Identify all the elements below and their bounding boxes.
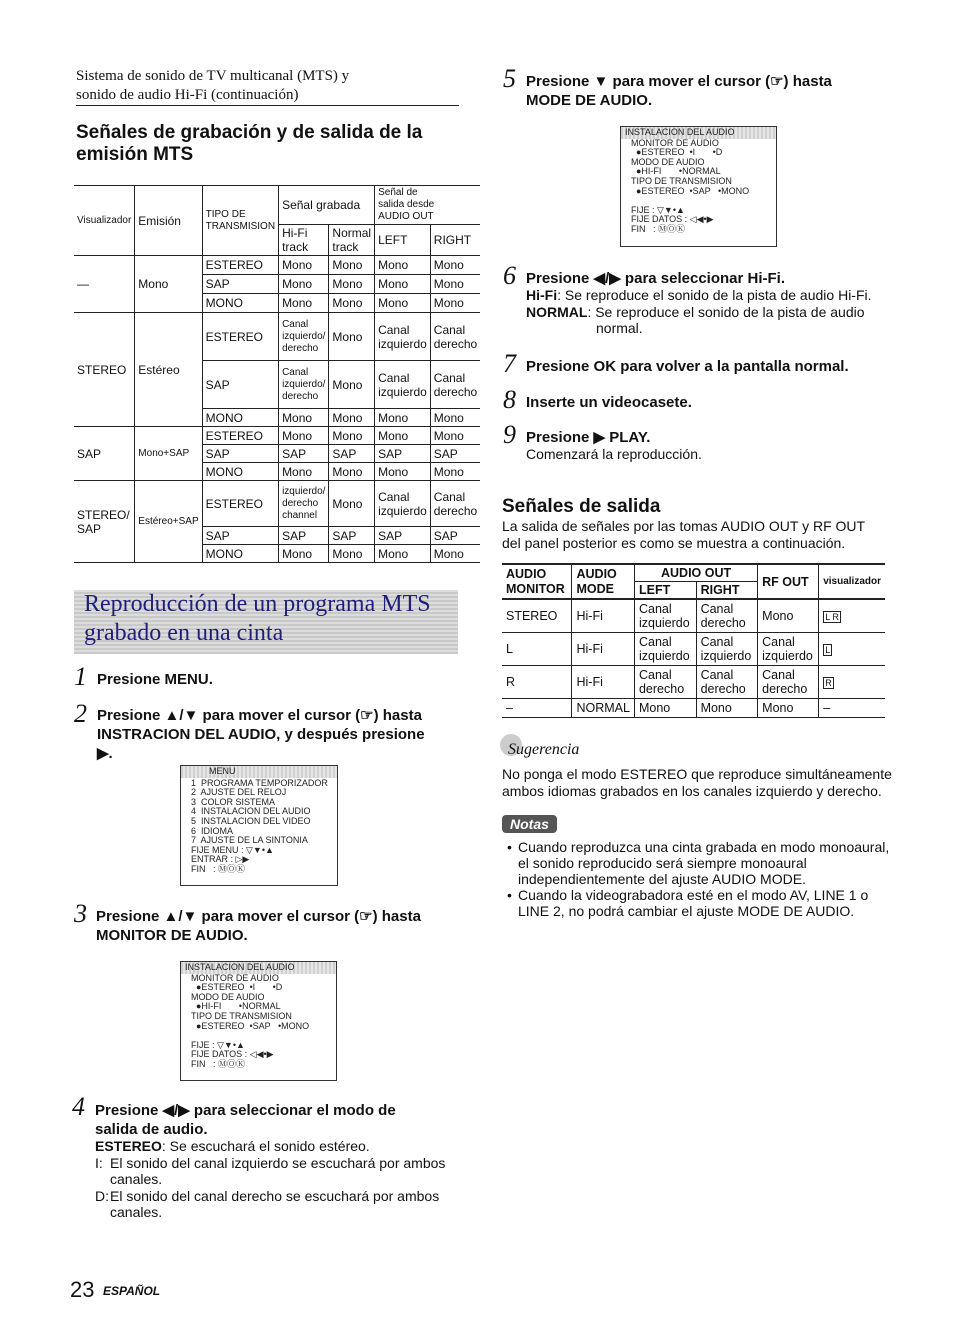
cell: SAP xyxy=(202,275,278,294)
step-4-i-text2: canales. xyxy=(110,1171,163,1187)
step-4-estereo xyxy=(95,1138,370,1155)
banner-line2: grabado en una cinta xyxy=(84,620,284,646)
audio-screen-line: ●ESTEREO •I •D xyxy=(191,982,283,993)
step-3-number: 3 xyxy=(74,899,87,928)
audio-screen-line: ●HI-FI •NORMAL xyxy=(191,1001,281,1012)
cell: Hi-Fi xyxy=(572,599,634,632)
col-header-mode xyxy=(572,564,634,599)
audio-setup-screen-1 xyxy=(180,961,337,1081)
cell: Mono xyxy=(279,545,329,563)
col-header-emision: Emisión xyxy=(135,186,202,256)
note-1-line3: independientemente del ajuste AUDIO MODE. xyxy=(518,871,806,887)
step-9-text: Presione ▶ PLAY. xyxy=(526,429,651,446)
col-header-mode-l2: MODE xyxy=(576,581,614,596)
cell: MONO xyxy=(202,463,278,481)
audio-screen-line: FIJE DATOS : ◁◀•▶ xyxy=(191,1049,274,1060)
audio-screen-line: ●ESTEREO •SAP •MONO xyxy=(631,185,750,196)
col-header-monitor-l1: AUDIO xyxy=(506,566,547,581)
cell-emision: Mono+SAP xyxy=(135,427,202,481)
cell: Mono xyxy=(375,463,431,481)
step-4-line2: salida de audio. xyxy=(95,1121,208,1138)
audio-screen-line: ●ESTEREO •SAP •MONO xyxy=(191,1020,310,1031)
cell: SAP xyxy=(279,445,329,463)
cell: Mono xyxy=(430,275,480,294)
cell: Canal derecho xyxy=(430,481,480,527)
step-1-number: 1 xyxy=(74,662,87,691)
step-9-number: 9 xyxy=(503,420,516,449)
cell: Canal derecho xyxy=(634,665,696,698)
audio-screen-line: ●ESTEREO •I •D xyxy=(631,147,723,158)
tip-line1: No ponga el modo ESTEREO que reproduce simultáneamente xyxy=(502,766,892,782)
cell: Mono xyxy=(375,256,431,275)
step-4-i-label: I: xyxy=(95,1155,103,1171)
cell: Mono xyxy=(430,463,480,481)
audio-setup-screen-2 xyxy=(620,126,777,247)
cell: Mono xyxy=(329,481,375,527)
step-4-number: 4 xyxy=(72,1092,85,1121)
step-6-normal-cont: normal. xyxy=(596,320,643,336)
step-2-line3: ▶. xyxy=(97,745,113,762)
cell: Mono xyxy=(329,409,375,427)
cell: Canal izquierdo xyxy=(375,361,431,409)
cell: Mono xyxy=(696,698,758,717)
cell: SAP xyxy=(329,445,375,463)
col-header-salida-l2: salida desde xyxy=(378,199,435,210)
step-6-number: 6 xyxy=(503,261,516,290)
menu-screen-lines xyxy=(181,778,337,875)
col-header-mode-l1: AUDIO xyxy=(576,566,617,581)
running-header-line1: Sistema de sonido de TV multicanal (MTS) y xyxy=(76,68,350,84)
audio-screen-line: FIN : ⓂⓄⓀ xyxy=(191,1058,246,1069)
col-header-audio-out: AUDIO OUT xyxy=(634,564,757,582)
cell: ESTEREO xyxy=(202,427,278,445)
cell: Mono xyxy=(329,256,375,275)
cell: Mono xyxy=(329,463,375,481)
running-header-line2: sonido de audio Hi-Fi (continuación) xyxy=(76,87,299,103)
audio-screen-line: MONITOR DE AUDIO xyxy=(631,137,719,148)
cell: Hi-Fi xyxy=(572,632,634,665)
col-header-tipo xyxy=(202,186,278,256)
audio-screen-line: MODO DE AUDIO xyxy=(631,156,705,167)
banner-line1: Reproducción de un programa MTS xyxy=(84,591,431,617)
audio-screen-line: FIJE : ▽▼•▲ xyxy=(191,1039,245,1050)
cell: Mono xyxy=(279,256,329,275)
section2-p2: del panel posterior es como se muestra a continuación. xyxy=(502,535,846,551)
cell: Mono xyxy=(329,313,375,361)
cell: ESTEREO xyxy=(202,256,278,275)
section2-p1: La salida de señales por las tomas AUDIO OUT y RF OUT xyxy=(502,518,866,534)
cell: Mono xyxy=(375,294,431,313)
cell-vis: SAP xyxy=(74,427,135,481)
audio-screen-title: INSTALACION DEL AUDIO xyxy=(621,127,776,139)
step-8-number: 8 xyxy=(503,385,516,414)
step-7-text: Presione OK para volver a la pantalla normal. xyxy=(526,358,849,375)
cell: MONO xyxy=(202,409,278,427)
cell-vis: — xyxy=(74,256,135,313)
cell: Canal derecho xyxy=(696,665,758,698)
cell: MONO xyxy=(202,294,278,313)
audio-screen-lines xyxy=(181,974,336,1070)
cell: Mono xyxy=(279,294,329,313)
cell: Mono xyxy=(279,463,329,481)
cell: Mono xyxy=(375,275,431,294)
cell: Canal izquierdo xyxy=(758,632,819,665)
menu-screen-line: 1 PROGRAMA TEMPORIZADOR xyxy=(191,777,328,788)
cell: ESTEREO xyxy=(202,481,278,527)
note-bullet-1: • xyxy=(507,839,512,855)
audio-screen-line: MONITOR DE AUDIO xyxy=(191,972,279,983)
step-5-number: 5 xyxy=(503,64,516,93)
note-1-line1: Cuando reproduzca una cinta grabada en modo monoaural, xyxy=(518,839,890,855)
section2-title: Señales de salida xyxy=(502,496,661,517)
col-header-normal: Normal track xyxy=(329,225,375,256)
estereo-text: : Se escuchará el sonido estéreo. xyxy=(161,1138,370,1154)
note-bullet-2: • xyxy=(507,887,512,903)
mts-signal-table xyxy=(74,185,480,563)
cell: L xyxy=(506,641,513,656)
step-4-d-text1: El sonido del canal derecho se escuchará por ambos xyxy=(110,1188,440,1204)
footer-language: ESPAÑOL xyxy=(103,1284,161,1298)
step-7-number: 7 xyxy=(503,349,516,378)
menu-screen-line: 7 AJUSTE DE LA SINTONIA xyxy=(191,835,308,846)
step-2-number: 2 xyxy=(74,699,87,728)
cell: Mono xyxy=(758,698,819,717)
cell-emision: Estéreo xyxy=(135,313,202,427)
estereo-label: ESTEREO xyxy=(95,1138,162,1154)
cell: Canal izquierdo xyxy=(634,632,696,665)
col-header-salida-l3: AUDIO OUT xyxy=(378,211,434,222)
cell: Mono xyxy=(279,409,329,427)
menu-screen-title: MENU xyxy=(181,766,337,778)
section-title-line2: emisión MTS xyxy=(76,144,194,165)
page-number: 23 xyxy=(70,1277,95,1302)
hifi-text: : Se reproduce el sonido de la pista de audio Hi-Fi. xyxy=(557,287,872,303)
step-2-line1: Presione ▲/▼ para mover el cursor (☞) hasta xyxy=(97,707,422,724)
menu-screen-line: 3 COLOR SISTEMA xyxy=(191,796,276,807)
cell: – xyxy=(819,698,885,717)
col-header-monitor xyxy=(502,564,572,599)
col-header-right: RIGHT xyxy=(430,225,480,256)
display-indicator: L R xyxy=(825,611,839,622)
cell: SAP xyxy=(375,445,431,463)
step-5-line1: Presione ▼ para mover el cursor (☞) hasta xyxy=(526,73,832,90)
normal-text: : Se reproduce el sonido de la pista de audio xyxy=(587,304,865,320)
cell: SAP xyxy=(202,527,278,545)
step-3-line1: Presione ▲/▼ para mover el cursor (☞) hasta xyxy=(96,908,421,925)
cell: Mono xyxy=(329,427,375,445)
col-header-rf-out: RF OUT xyxy=(758,564,819,599)
col-header-visualizador: Visualizador xyxy=(74,186,135,256)
col-header-monitor-l2: MONITOR xyxy=(506,581,565,596)
header-rule xyxy=(76,105,459,106)
step-9-sub: Comenzará la reproducción. xyxy=(526,446,702,462)
cell: izquierdo/ derecho channel xyxy=(279,481,329,527)
normal-label: NORMAL xyxy=(526,304,588,320)
output-signal-table xyxy=(502,563,885,718)
cell: SAP xyxy=(430,527,480,545)
col-header-salida-l1: Señal de xyxy=(378,187,418,198)
tip-line2: ambos idiomas grabados en los canales izquierdo y derecho. xyxy=(502,783,882,799)
menu-screen-line: 5 INSTALACION DEL VIDEO xyxy=(191,815,311,826)
step-2-line2: INSTRACION DEL AUDIO, y después presione xyxy=(97,726,425,743)
cell: Canal izquierdo xyxy=(696,632,758,665)
audio-screen-line: FIJE DATOS : ◁◀•▶ xyxy=(631,214,714,225)
cell: Mono xyxy=(375,545,431,563)
cell: SAP xyxy=(202,445,278,463)
cell: Canal izquierdo/ derecho xyxy=(279,313,329,361)
audio-screen-line: MODO DE AUDIO xyxy=(191,991,265,1002)
cell: Mono xyxy=(758,599,819,632)
cell: SAP xyxy=(329,527,375,545)
cell-emision: Mono xyxy=(135,256,202,313)
cell: SAP xyxy=(430,445,480,463)
step-3-line2: MONITOR DE AUDIO. xyxy=(96,927,248,944)
cell: Canal izquierdo xyxy=(634,599,696,632)
cell: Mono xyxy=(375,409,431,427)
col-header-hifi: Hi-Fi track xyxy=(279,225,329,256)
col-header-right: RIGHT xyxy=(696,582,758,600)
cell: Mono xyxy=(430,545,480,563)
cell: Canal derecho xyxy=(758,665,819,698)
note-1-line2: el sonido reproducido será siempre monoaural xyxy=(518,855,807,871)
cell: STEREO xyxy=(506,608,558,623)
cell: SAP xyxy=(202,361,278,409)
cell: Canal izquierdo/ derecho xyxy=(279,361,329,409)
cell: SAP xyxy=(279,527,329,545)
display-indicator: L xyxy=(825,644,831,655)
menu-screen-line: FIJE MENU : ▽▼•▲ xyxy=(191,844,274,855)
menu-screen-line: 6 IDIOMA xyxy=(191,825,234,836)
cell: Canal derecho xyxy=(430,313,480,361)
cell xyxy=(819,665,885,698)
cell: Canal derecho xyxy=(696,599,758,632)
notes-badge-wrap xyxy=(502,815,557,834)
audio-screen-line: TIPO DE TRANSMISION xyxy=(631,175,732,186)
cell-vis: STEREO xyxy=(74,313,135,427)
section-title-line1: Señales de grabación y de salida de la xyxy=(76,122,423,143)
cell: Canal izquierdo xyxy=(375,313,431,361)
audio-screen-line: TIPO DE TRANSMISION xyxy=(191,1010,292,1021)
cell: – xyxy=(506,700,513,715)
cell: Mono xyxy=(430,427,480,445)
cell: Mono xyxy=(430,294,480,313)
step-4-i-text1: El sonido del canal izquierdo se escuchará por ambos xyxy=(110,1155,446,1171)
display-indicator: R xyxy=(825,677,832,688)
cell: Mono xyxy=(279,427,329,445)
cell: Canal izquierdo xyxy=(375,481,431,527)
col-header-salida xyxy=(375,186,481,225)
step-5-line2: MODE DE AUDIO. xyxy=(526,92,653,109)
note-2-line2: LINE 2, no podrá cambiar el ajuste MODE DE AUDIO. xyxy=(518,903,855,919)
cell: SAP xyxy=(375,527,431,545)
step-4-d-text2: canales. xyxy=(110,1204,163,1220)
step-6-hifi xyxy=(526,287,872,304)
col-header-grabada: Señal grabada xyxy=(279,186,375,225)
cell: Mono xyxy=(329,361,375,409)
cell: Mono xyxy=(329,275,375,294)
col-header-visualizador: visualizador xyxy=(819,564,885,599)
cell xyxy=(819,632,885,665)
notes-badge: Notas xyxy=(502,815,557,833)
step-8-text: Inserte un videocasete. xyxy=(526,394,692,411)
tip-title: Sugerencia xyxy=(508,741,580,758)
note-2-line1: Cuando la videograbadora esté en el modo AV, LINE 1 o xyxy=(518,887,869,903)
audio-screen-line: FIN : ⓂⓄⓀ xyxy=(631,223,686,234)
step-6-normal xyxy=(526,304,865,321)
cell: ESTEREO xyxy=(202,313,278,361)
audio-screen-lines xyxy=(621,139,776,235)
cell: Mono xyxy=(375,427,431,445)
col-header-tipo-l1: TIPO DE xyxy=(205,208,246,220)
cell: Mono xyxy=(430,409,480,427)
audio-screen-line: FIJE : ▽▼•▲ xyxy=(631,204,685,215)
cell: Mono xyxy=(329,545,375,563)
step-4-d-label: D: xyxy=(95,1188,109,1204)
section-banner xyxy=(74,590,458,654)
col-header-left: LEFT xyxy=(375,225,431,256)
cell: MONO xyxy=(202,545,278,563)
cell: Canal derecho xyxy=(430,361,480,409)
step-6-line1: Presione ◀/▶ para seleccionar Hi-Fi. xyxy=(526,270,785,287)
cell: Mono xyxy=(279,275,329,294)
menu-screen-line: ENTRAR : ▷▶ xyxy=(191,854,250,865)
step-4-line1: Presione ◀/▶ para seleccionar el modo de xyxy=(95,1102,396,1119)
menu-screen xyxy=(180,765,338,886)
cell: Hi-Fi xyxy=(572,665,634,698)
cell: Mono xyxy=(329,294,375,313)
audio-screen-line: ●HI-FI •NORMAL xyxy=(631,166,721,177)
audio-screen-title: INSTALACION DEL AUDIO xyxy=(181,962,336,974)
menu-screen-line: 2 AJUSTE DEL RELOJ xyxy=(191,787,287,798)
step-1-text: Presione MENU. xyxy=(97,671,213,688)
col-header-tipo-l2: TRANSMISION xyxy=(205,220,276,232)
cell: Mono xyxy=(430,256,480,275)
cell-emision: Estéreo+SAP xyxy=(135,481,202,563)
cell: R xyxy=(506,674,516,689)
col-header-left: LEFT xyxy=(634,582,696,600)
cell-vis: STEREO/ SAP xyxy=(74,481,135,563)
menu-screen-line: FIN : ⓂⓄⓀ xyxy=(191,863,246,874)
cell xyxy=(819,599,885,632)
hifi-label: Hi-Fi xyxy=(526,287,558,303)
cell: Mono xyxy=(634,698,696,717)
menu-screen-line: 4 INSTALACION DEL AUDIO xyxy=(191,806,311,817)
cell: NORMAL xyxy=(572,698,634,717)
